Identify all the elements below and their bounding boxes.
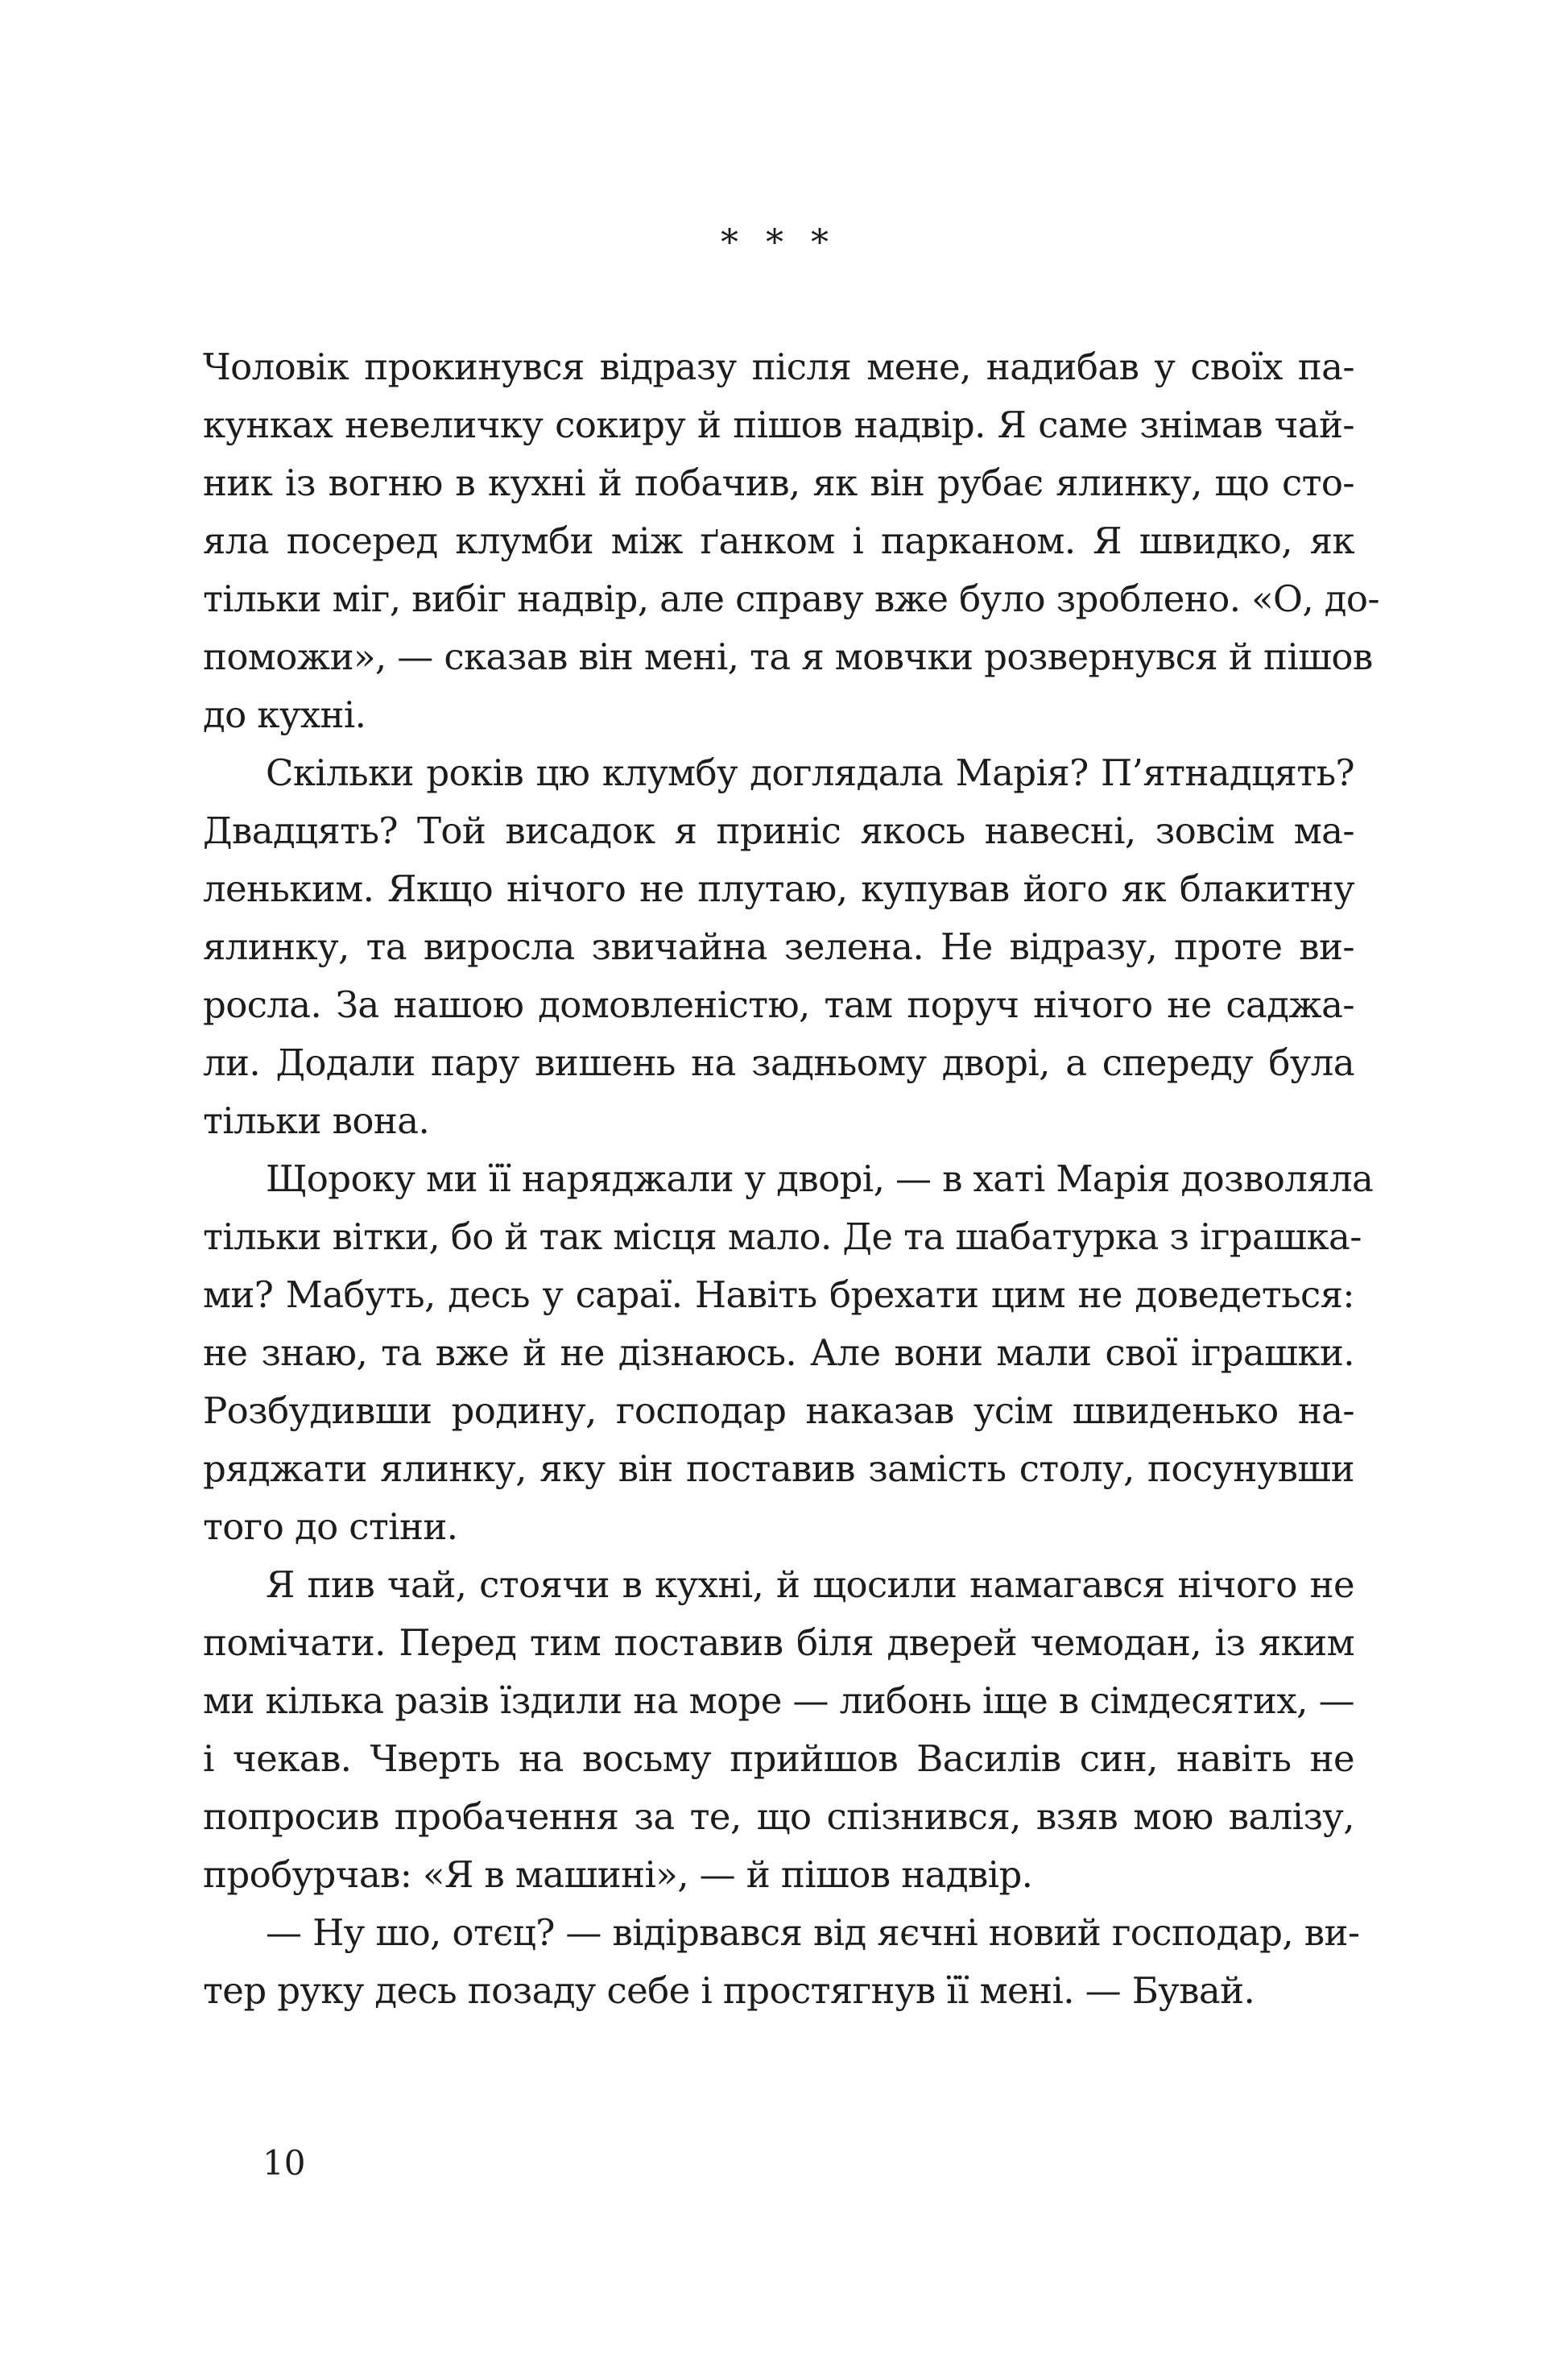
paragraph [203, 1150, 1374, 1556]
text-line: не знаю, та вже й не дізнаюсь. Але вони мали свої іграшки. [203, 1331, 1354, 1374]
text-line: Чоловік прокинувся відразу після мене, надибав у своїх па- [203, 346, 1354, 388]
text-line: до кухні. [203, 693, 366, 736]
text-line: ми кілька разів їздили на море — либонь іще в сімдесятих, — [203, 1679, 1354, 1722]
text-line: Двадцять? Той висадок я приніс якось навесні, зовсім ма- [203, 809, 1354, 852]
text-line: ряджати ялинку, яку він поставив замість столу, посунувши [203, 1447, 1354, 1490]
text-line: тільки вітки, бо й так місця мало. Де та шабатурка з іграшка- [203, 1215, 1362, 1258]
text-line: Щороку ми її наряджали у дворі, — в хаті Марія дозволяла [266, 1157, 1374, 1200]
text-line: ялинку, та виросла звичайна зелена. Не відразу, проте ви- [203, 925, 1354, 968]
text-line: тільки вона. [203, 1099, 430, 1142]
text-line: яла посеред клумби між ґанком і парканом. Я швидко, як [203, 519, 1354, 562]
paragraph [203, 1556, 1354, 1904]
text-line: — Ну шо, отєц? — відірвався від яєчні новий господар, ви- [266, 1911, 1360, 1954]
page-number: 10 [262, 2143, 306, 2183]
text-line: тільки міг, вибіг надвір, але справу вже було зроблено. «О, до- [203, 577, 1379, 620]
text-line: поможи», — сказав він мені, та я мовчки розвернувся й пішов [203, 635, 1373, 678]
text-line: пробурчав: «Я в машині», — й пішов надвір. [203, 1853, 1033, 1896]
paragraph [203, 744, 1354, 1150]
text-line: кунках невеличку сокиру й пішов надвір. Я саме знімав чай- [203, 404, 1354, 446]
text-line: Скільки років цю клумбу доглядала Марія? П’ятнадцять? [266, 751, 1354, 794]
text-line: росла. За нашою домовленістю, там поруч нічого не саджа- [203, 983, 1354, 1026]
text-line: Я пив чай, стоячи в кухні, й щосили намагався нічого не [266, 1563, 1354, 1606]
body-text [203, 338, 1379, 2020]
text-line: ми? Мабуть, десь у сараї. Навіть брехати цим не доведеться: [203, 1273, 1354, 1316]
paragraph-dialogue [203, 1904, 1360, 2020]
text-line: Розбудивши родину, господар наказав усім швиденько на- [203, 1389, 1354, 1432]
text-line: помічати. Перед тим поставив біля дверей чемодан, із яким [203, 1621, 1354, 1664]
text-line: попросив пробачення за те, що спізнився, взяв мою валізу, [203, 1795, 1354, 1838]
text-line: леньким. Якщо нічого не плутаю, купував його як блакитну [203, 867, 1354, 910]
section-separator: * * * [721, 222, 837, 263]
text-line: того до стіни. [203, 1505, 458, 1548]
text-line: ли. Додали пару вишень на задньому дворі, а спереду була [203, 1041, 1354, 1084]
text-line: і чекав. Чверть на восьму прийшов Василів син, навіть не [203, 1737, 1354, 1780]
text-line: тер руку десь позаду себе і простягнув її мені. — Бувай. [203, 1969, 1255, 2012]
text-line: ник із вогню в кухні й побачив, як він рубає ялинку, що сто- [203, 462, 1354, 504]
paragraph [203, 338, 1379, 744]
